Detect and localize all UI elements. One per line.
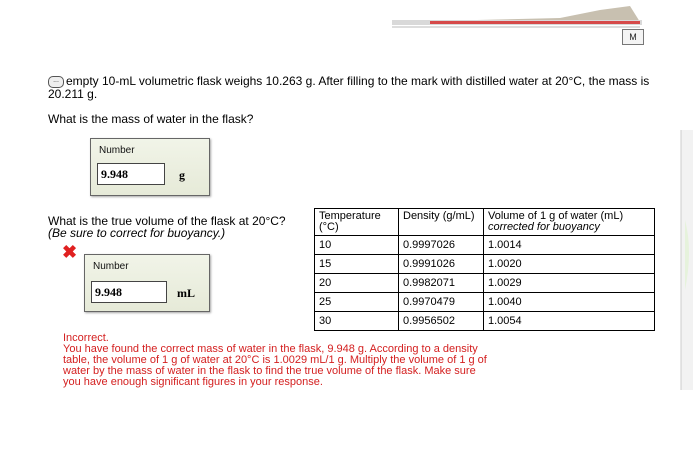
cell-volume: 1.0014 bbox=[484, 236, 655, 255]
cell-temp: 20 bbox=[315, 274, 399, 293]
table-row bbox=[315, 236, 655, 255]
feedback-message: You have found the correct mass of water in the flask, 9.948 g. According to a density table, the volume of 1 g of water at 20°C is 1.0029 mL/1 g. Multiply the volume of 1 g of water by the mass of water in the flask to find the true volume of the flask. Make sure you have enough significant figures in your response. bbox=[63, 343, 487, 388]
question-intro-text: empty 10-mL volumetric flask weighs 10.263 g. After filling to the mark with distilled water at 20°C, the mass is 20.211 g. bbox=[48, 74, 650, 101]
cell-density: 0.9982071 bbox=[399, 274, 484, 293]
cell-temp: 15 bbox=[315, 255, 399, 274]
cell-volume: 1.0029 bbox=[484, 274, 655, 293]
header-volume-text: Volume of 1 g of water (mL) bbox=[488, 210, 624, 222]
table-row bbox=[315, 293, 655, 312]
feedback-title: Incorrect. bbox=[63, 332, 109, 344]
feedback-panel bbox=[63, 333, 493, 388]
cell-temp: 25 bbox=[315, 293, 399, 312]
cell-volume: 1.0040 bbox=[484, 293, 655, 312]
header-temperature: Temperature (°C) bbox=[315, 209, 399, 236]
header-density: Density (g/mL) bbox=[399, 209, 484, 236]
cell-density: 0.9970479 bbox=[399, 293, 484, 312]
top-decorative-bar bbox=[0, 0, 693, 36]
chat-bubble-icon[interactable]: ... bbox=[48, 76, 64, 88]
header-volume bbox=[484, 209, 655, 236]
header-volume-note: corrected for buoyancy bbox=[488, 221, 600, 233]
cell-density: 0.9956502 bbox=[399, 312, 484, 331]
cell-density: 0.9991026 bbox=[399, 255, 484, 274]
volume-field-label: Number bbox=[93, 261, 129, 272]
mass-answer-box bbox=[90, 138, 210, 196]
mass-question: What is the mass of water in the flask? bbox=[48, 112, 254, 126]
cell-volume: 1.0054 bbox=[484, 312, 655, 331]
buoyancy-note: (Be sure to correct for buoyancy.) bbox=[48, 226, 226, 240]
table-row bbox=[315, 274, 655, 293]
volume-question-text: What is the true volume of the flask at 20°C? bbox=[48, 214, 286, 228]
page-edge-shadow bbox=[671, 130, 693, 390]
cell-temp: 30 bbox=[315, 312, 399, 331]
volume-input[interactable]: 9.948 bbox=[91, 281, 167, 303]
mass-input[interactable]: 9.948 bbox=[97, 163, 165, 185]
density-table bbox=[314, 208, 655, 331]
density-table-header bbox=[315, 209, 655, 236]
table-row bbox=[315, 255, 655, 274]
volume-answer-box bbox=[84, 254, 210, 312]
cell-temp: 10 bbox=[315, 236, 399, 255]
volume-unit: mL bbox=[177, 286, 195, 300]
question-intro bbox=[48, 75, 658, 101]
cell-volume: 1.0020 bbox=[484, 255, 655, 274]
top-tab-m[interactable]: M bbox=[622, 29, 644, 45]
mass-unit: g bbox=[179, 168, 185, 182]
table-row bbox=[315, 312, 655, 331]
incorrect-x-icon: ✖ bbox=[62, 242, 78, 262]
mass-field-label: Number bbox=[99, 145, 135, 156]
volume-question bbox=[48, 215, 286, 239]
cell-density: 0.9997026 bbox=[399, 236, 484, 255]
